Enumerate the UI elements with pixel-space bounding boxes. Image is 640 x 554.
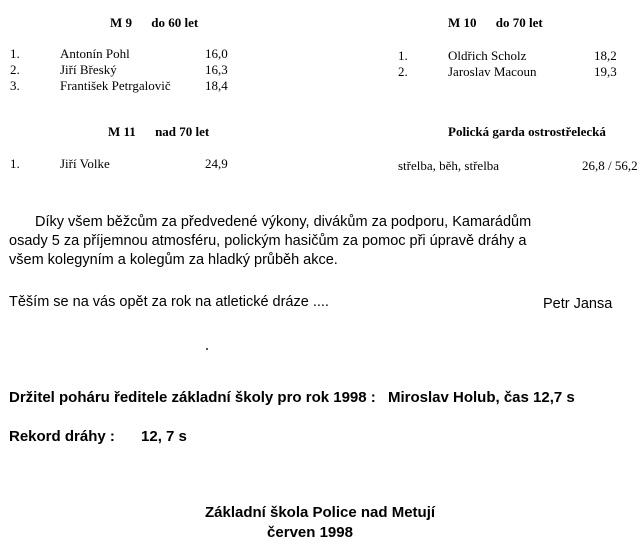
group-m10-header [448,15,543,31]
rank: 1. [398,48,408,63]
runner-time: 16,3 [205,62,228,77]
thanks-line-1: Díky všem běžcům za předvedené výkony, divákům za podporu, Kamarádům [35,214,532,230]
garda-header: Polická garda ostrostřelecká [448,124,606,139]
group-m11-code: M 11 [108,124,136,139]
footer-date: červen 1998 [267,524,353,541]
rank: 1. [10,46,20,61]
garda-result: 26,8 / 56,2 [582,158,638,173]
record-line [9,428,187,445]
runner-name: Antonín Pohl [60,46,130,61]
runner-name: Jiří Volke [60,156,110,171]
farewell-text: Těším se na vás opět za rok na atletické dráze .... [9,294,329,310]
runner-time: 16,0 [205,46,228,61]
cup-label: Držitel poháru ředitele základní školy pro rok 1998 : [9,389,376,406]
author-signature: Petr Jansa [543,296,613,312]
group-m9-code: M 9 [110,15,133,30]
runner-time: 19,3 [594,64,617,79]
runner-name: Oldřich Scholz [448,48,527,63]
rank: 2. [398,64,408,79]
stray-dot [206,348,208,350]
runner-time: 24,9 [205,156,228,171]
runner-time: 18,2 [594,48,617,63]
thanks-line-2: osady 5 za příjemnou atmosféru, polickým hasičům za pomoc při úpravě dráhy a [9,233,527,249]
footer-school: Základní škola Police nad Metují [204,504,436,521]
runner-time: 18,4 [205,78,228,93]
group-m9-header [110,15,198,31]
runner-name: František Petrgalovič [60,78,171,93]
garda-discipline: střelba, běh, střelba [398,158,500,173]
group-m11-label: nad 70 let [155,124,210,139]
runner-name: Jiří Břeský [60,62,117,77]
runner-name: Jaroslav Macoun [448,64,537,79]
group-m9-label: do 60 let [151,15,199,30]
group-m10-code: M 10 [448,15,477,30]
rank: 1. [10,156,20,171]
record-value: 12, 7 s [141,428,187,445]
cup-line [9,389,575,406]
group-m11-header [108,124,209,140]
thanks-line-3: všem kolegyním a kolegům za hladký průběh akce. [9,252,338,268]
rank: 3. [10,78,20,93]
record-label: Rekord dráhy : [9,428,115,445]
cup-winner: Miroslav Holub, čas 12,7 s [387,389,575,406]
group-m10-label: do 70 let [495,15,543,30]
rank: 2. [10,62,20,77]
